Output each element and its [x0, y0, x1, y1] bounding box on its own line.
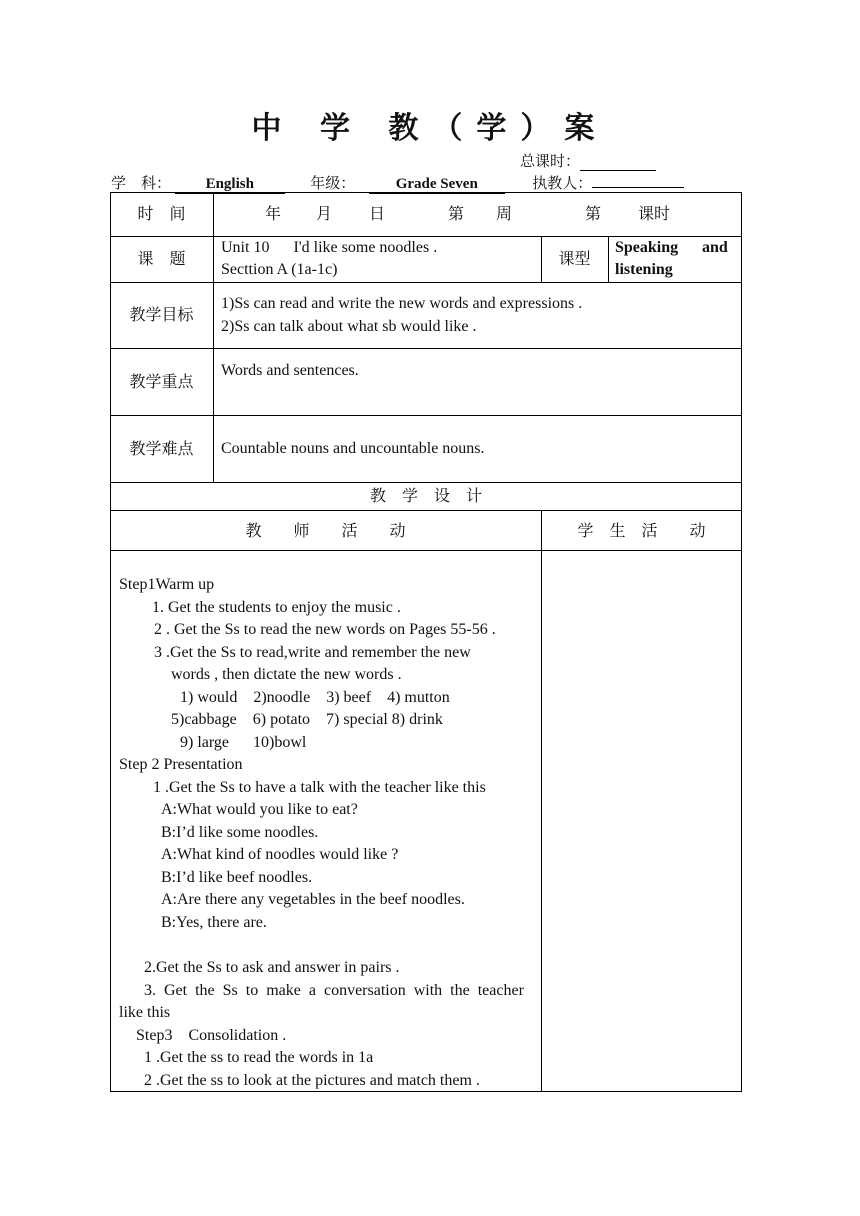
topic-line-1: Unit 10 I'd like some noodles .	[221, 239, 438, 256]
topic-line-2: Secttion A (1a-1c)	[221, 261, 338, 278]
body-line: words , then dictate the new words .	[171, 666, 402, 683]
subject-value: English	[175, 176, 285, 194]
day-label: 日	[369, 204, 386, 223]
body-line: 2.Get the Ss to ask and answer in pairs .	[144, 959, 400, 976]
week-ordinal-label: 第	[448, 204, 465, 223]
rule	[110, 415, 742, 416]
goal-label: 教学目标	[129, 305, 194, 324]
grade-value: Grade Seven	[369, 176, 505, 194]
body-line: Step3 Consolidation .	[136, 1027, 287, 1044]
rule	[541, 510, 542, 1092]
body-line: Step 2 Presentation	[119, 756, 243, 773]
lesson-type-value-and: and	[702, 239, 728, 256]
rule	[213, 192, 214, 482]
rule	[110, 482, 742, 483]
body-line: B:I’d like beef noodles.	[161, 869, 313, 886]
body-line: 3. Get the Ss to make a conversation with the teacher	[144, 982, 524, 999]
body-line: 9) large 10)bowl	[180, 734, 307, 751]
goal-line-1: 1)Ss can read and write the new words and expressions .	[221, 295, 583, 312]
body-line: 5)cabbage 6) potato 7) special 8) drink	[171, 711, 443, 728]
body-line: 3 .Get the Ss to read,write and remember the new	[154, 644, 471, 661]
key-points-label: 教学重点	[129, 372, 194, 391]
meta-line	[111, 172, 684, 194]
difficult-points-label: 教学难点	[129, 439, 194, 458]
year-label: 年	[265, 204, 282, 223]
body-line: 1. Get the students to enjoy the music .	[152, 599, 401, 616]
teacher-label: 执教人：	[532, 174, 593, 192]
rule	[110, 550, 742, 551]
period-ordinal-label: 第	[585, 204, 602, 223]
total-periods-label: 总课时：	[520, 152, 581, 170]
body-line: B:Yes, there are.	[161, 914, 267, 931]
rule	[110, 348, 742, 349]
grade-label: 年级：	[310, 174, 356, 192]
page-title: 中 学 教（学）案	[251, 111, 609, 146]
time-label: 时 间	[137, 204, 186, 223]
rule	[110, 282, 742, 283]
subject-label: 学 科：	[111, 174, 172, 192]
body-line: 1) would 2)noodle 3) beef 4) mutton	[180, 689, 450, 706]
body-line: Step1Warm up	[119, 576, 215, 593]
difficult-points-text: Countable nouns and uncountable nouns.	[221, 440, 485, 457]
total-periods	[520, 150, 656, 171]
lesson-type-label: 课型	[558, 249, 591, 268]
body-line: 1 .Get the Ss to have a talk with the teacher like this	[153, 779, 486, 796]
teacher-blank	[592, 187, 684, 188]
rule	[608, 236, 609, 282]
lesson-type-value-2: listening	[615, 261, 673, 278]
body-line: B:I’d like some noodles.	[161, 824, 319, 841]
body-line: 1 .Get the ss to read the words in 1a	[144, 1049, 374, 1066]
rule	[110, 510, 742, 511]
design-header: 教 学 设 计	[369, 486, 482, 505]
body-line: A:What kind of noodles would like ?	[161, 846, 399, 863]
body-line: like this	[119, 1004, 171, 1021]
body-line: 2 . Get the Ss to read the new words on Pages 55-56 .	[154, 621, 496, 638]
body-line: A:What would you like to eat?	[161, 801, 358, 818]
teacher-activity-header: 教 师 活 动	[245, 521, 406, 540]
week-label: 周	[496, 204, 513, 223]
total-periods-blank	[580, 155, 656, 171]
student-activity-header: 学 生 活 动	[577, 521, 706, 540]
period-label: 课时	[638, 204, 671, 223]
goal-line-2: 2)Ss can talk about what sb would like .	[221, 318, 477, 335]
body-line: A:Are there any vegetables in the beef noodles.	[161, 891, 465, 908]
lesson-type-value: Speaking	[615, 239, 679, 256]
key-points-text: Words and sentences.	[221, 362, 359, 379]
body-line: 2 .Get the ss to look at the pictures and match them .	[144, 1072, 480, 1089]
month-label: 月	[316, 204, 333, 223]
topic-label: 课 题	[137, 249, 186, 268]
